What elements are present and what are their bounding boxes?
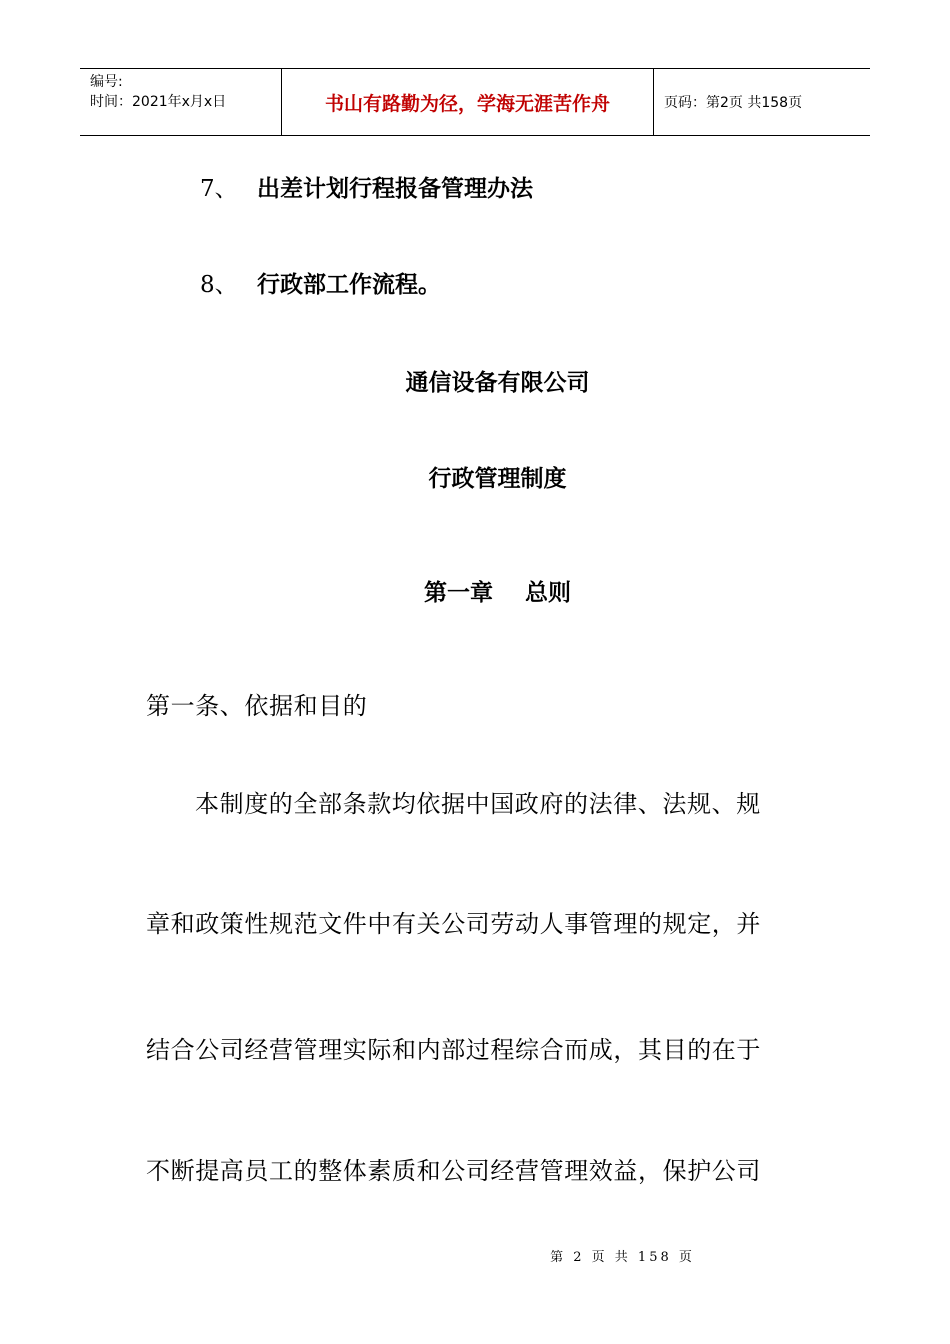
body-line: 章和政策性规范文件中有关公司劳动人事管理的规定，并	[146, 910, 761, 938]
chapter-title: 第一章 总则	[423, 580, 572, 606]
header-motto: 书山有路勤为径，学海无涯苦作舟	[282, 69, 654, 135]
code-label: 编号:	[90, 74, 123, 90]
page-header	[80, 68, 870, 136]
list-item-text: 行政部工作流程。	[257, 272, 441, 298]
header-meta-cell	[80, 69, 282, 135]
body-line: 本制度的全部条款均依据中国政府的法律、法规、规	[195, 790, 761, 818]
header-page-info: 页码：第2页 共158页	[664, 95, 803, 111]
body-line: 不断提高员工的整体素质和公司经营管理效益，保护公司	[146, 1157, 761, 1185]
document-title: 行政管理制度	[428, 466, 567, 492]
company-name: 通信设备有限公司	[405, 370, 590, 396]
body-line: 结合公司经营管理实际和内部过程综合而成，其目的在于	[146, 1036, 761, 1064]
list-item-text: 出差计划行程报备管理办法	[257, 176, 533, 202]
page-footer: 第 2 页 共 158 页	[550, 1250, 695, 1265]
list-item-number: 7、	[200, 176, 238, 202]
list-item-number: 8、	[200, 272, 238, 298]
article-title: 第一条、依据和目的	[146, 692, 368, 720]
time-label: 时间：2021年x月x日	[90, 94, 227, 110]
